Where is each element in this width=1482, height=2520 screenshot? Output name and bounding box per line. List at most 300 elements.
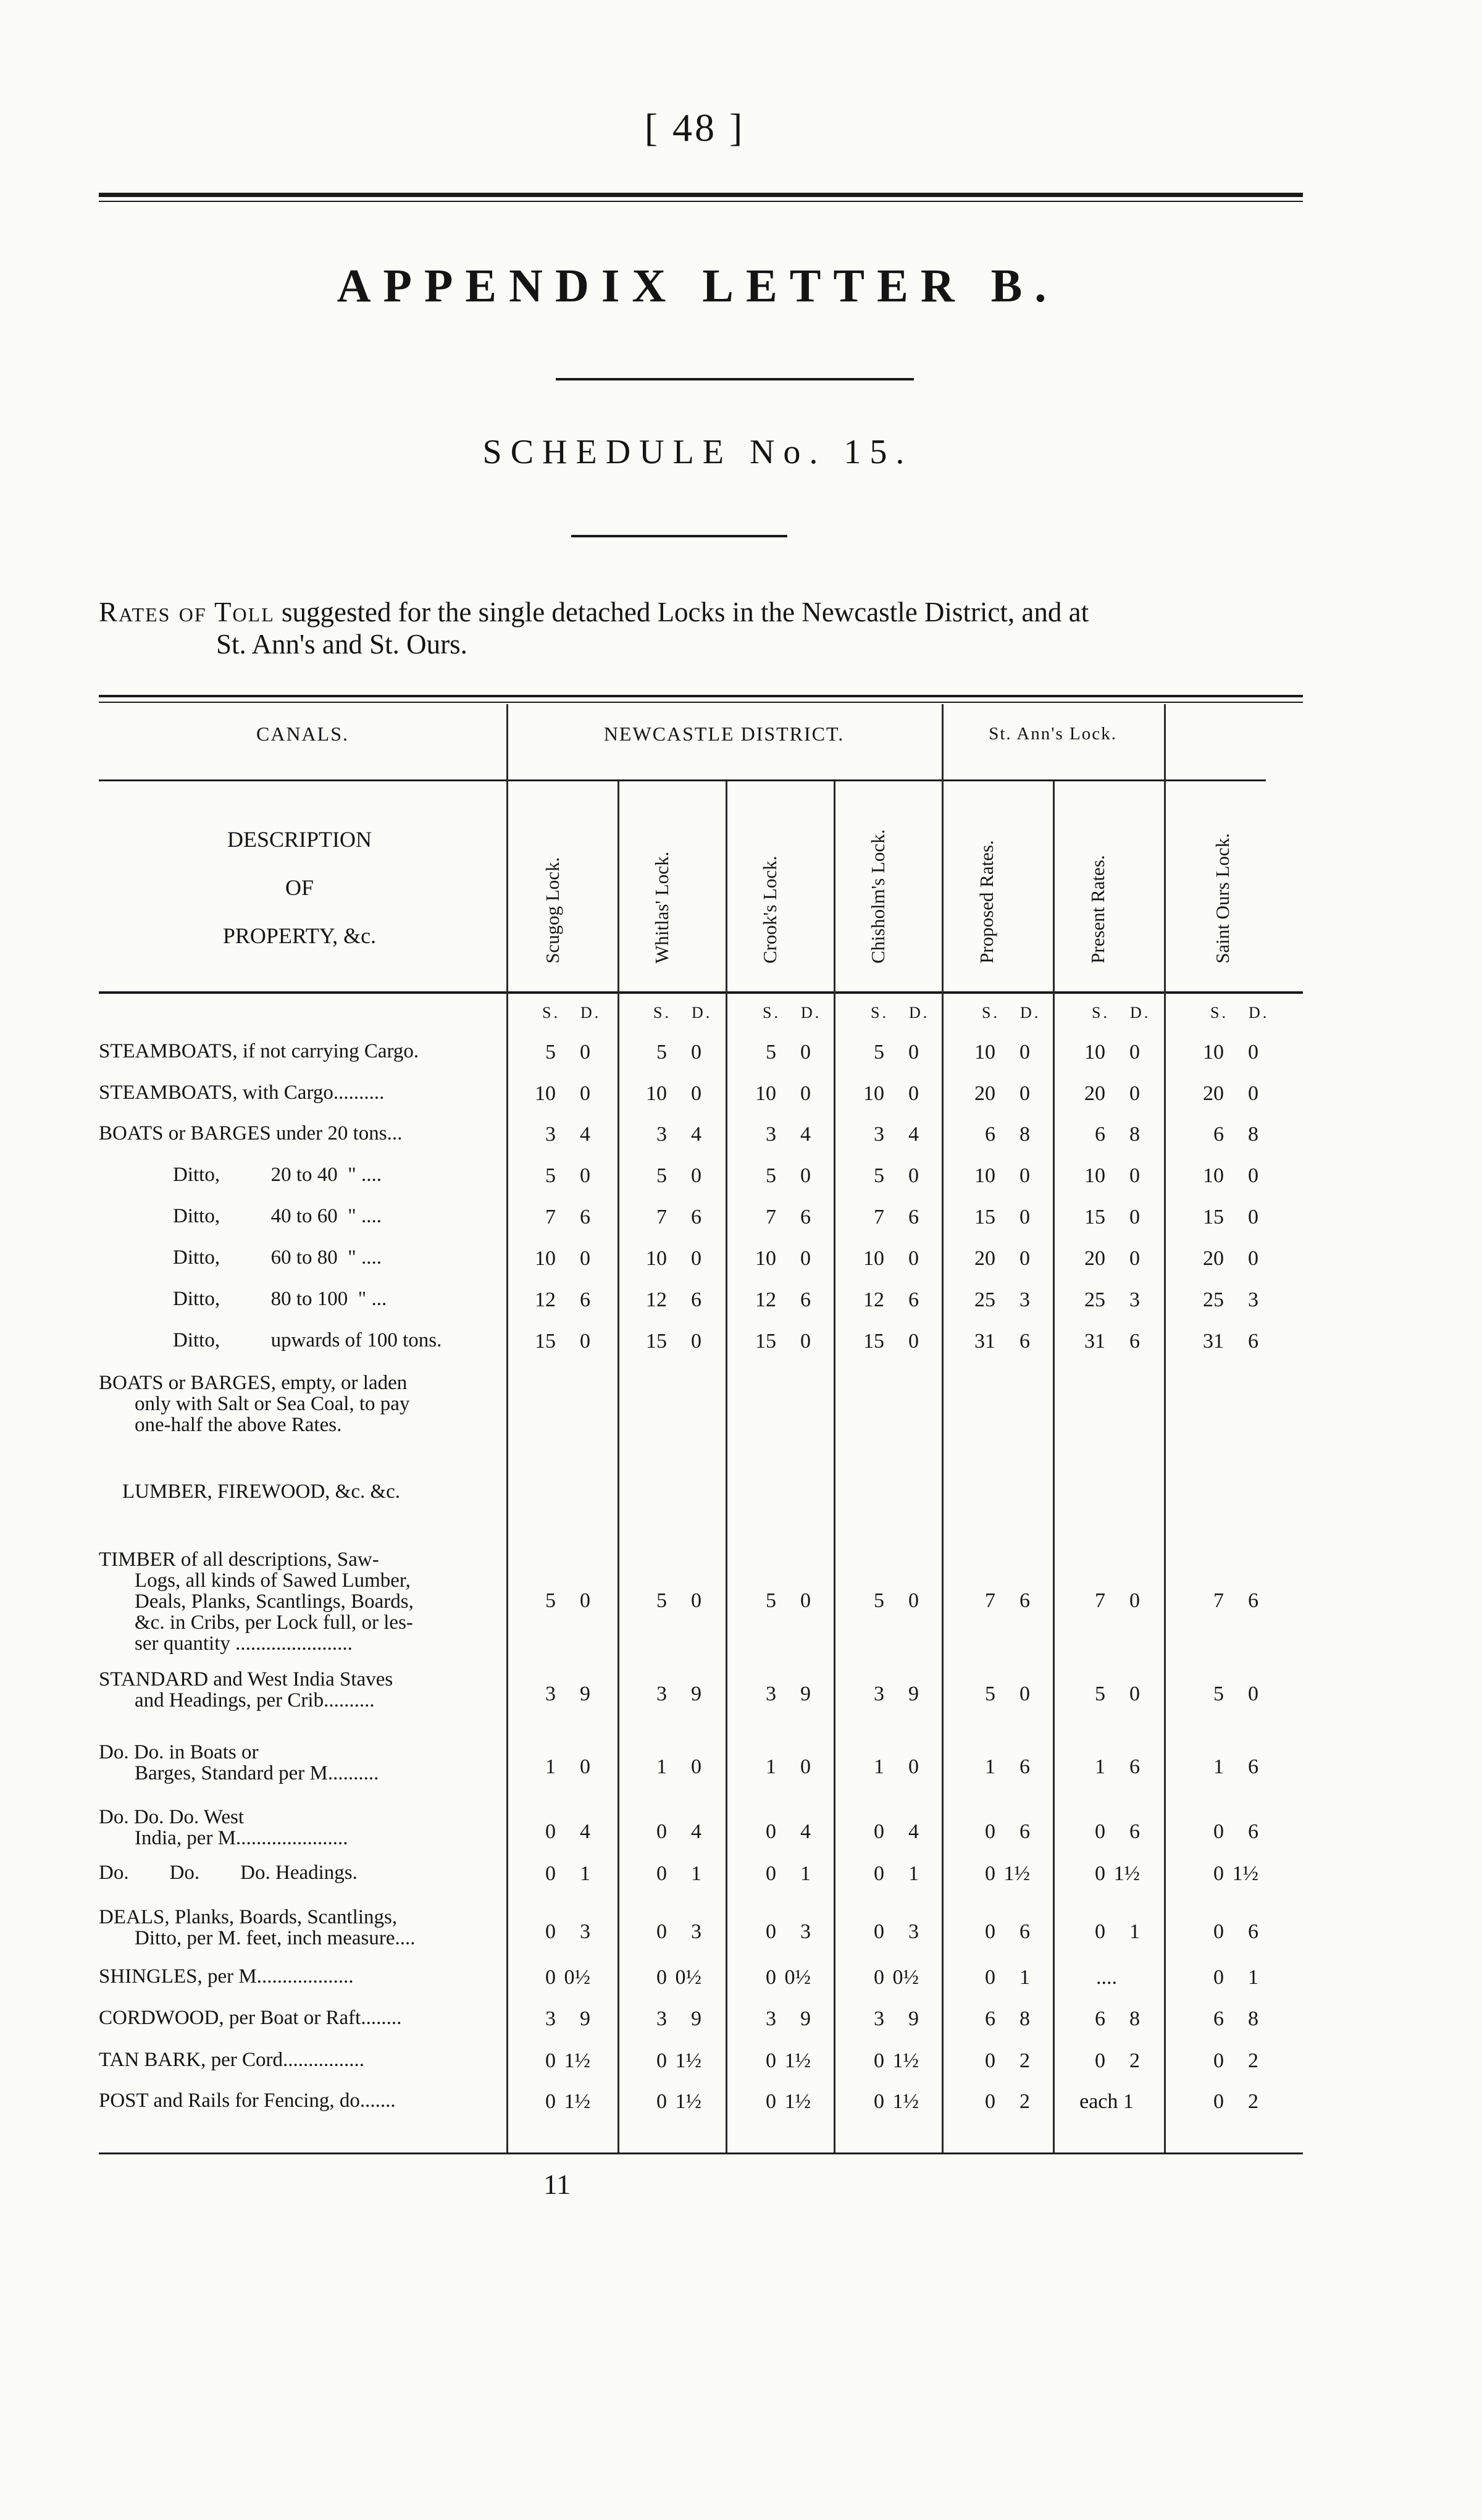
- rate-pence: 0: [1248, 1082, 1258, 1105]
- rate-pence: 6: [1019, 1820, 1030, 1843]
- rate-pence: 3: [1129, 1288, 1140, 1311]
- rate-shillings: 6: [985, 1123, 995, 1146]
- rate-cell: [635, 1589, 701, 1613]
- rate-cell: [635, 1082, 701, 1106]
- rate-shillings: 0: [766, 1920, 776, 1943]
- rate-shillings: 5: [874, 1041, 884, 1064]
- rate-cell: [963, 1206, 1030, 1229]
- schedule-title: SCHEDULE No. 15.: [482, 433, 913, 471]
- rate-shillings: 0: [1095, 2049, 1105, 2072]
- rate-shillings: 5: [874, 1164, 884, 1187]
- rate-pence: 0: [908, 1330, 919, 1353]
- rate-pence: 1½: [1113, 1862, 1140, 1885]
- rate-cell: [852, 2049, 919, 2073]
- rate-pence: 1: [1129, 1920, 1140, 1943]
- rate-cell: [524, 1247, 590, 1270]
- row-label-line: Barges, Standard per M..........: [135, 1762, 379, 1784]
- rate-shillings: 0: [1213, 2049, 1224, 2072]
- rate-pence: 3: [1248, 1288, 1258, 1311]
- rate-cell: [852, 2007, 919, 2031]
- description-header-line: PROPERTY, &c.: [222, 923, 377, 948]
- rate-cell: [524, 1755, 590, 1779]
- row-label: [99, 1372, 409, 1435]
- row-label: [99, 1807, 348, 1849]
- description-header-line: OF: [285, 875, 314, 900]
- rate-pence: 4: [580, 1123, 590, 1146]
- rate-cell: [1192, 1123, 1258, 1146]
- rate-cell: [744, 2049, 811, 2073]
- rate-pence: 6: [1248, 1820, 1258, 1843]
- rate-pence: 8: [1129, 1123, 1140, 1146]
- rate-shillings: 0: [985, 1862, 995, 1885]
- rate-shillings: 6: [1213, 2007, 1224, 2030]
- unit-shillings: S.: [1092, 1004, 1110, 1022]
- rate-shillings: 0: [656, 1820, 667, 1843]
- rate-pence: 0: [1248, 1164, 1258, 1187]
- rate-shillings: 0: [1213, 1862, 1224, 1885]
- rate-shillings: 3: [766, 2007, 776, 2030]
- rate-cell: [524, 1589, 590, 1613]
- rate-pence: 1: [1019, 1966, 1030, 1989]
- rate-shillings: 15: [863, 1330, 884, 1353]
- rate-pence: 3: [1019, 1288, 1030, 1311]
- rate-shillings: 3: [545, 1123, 556, 1146]
- row-label: [99, 1669, 393, 1711]
- rate-shillings: 0: [985, 1820, 995, 1843]
- rate-pence: 0: [691, 1041, 701, 1064]
- rate-shillings: 0: [1095, 1920, 1105, 1943]
- rate-cell: [1192, 1820, 1258, 1844]
- rate-pence: 0: [1248, 1206, 1258, 1228]
- rate-cell: [744, 1862, 811, 1886]
- rate-shillings: 0: [545, 1966, 556, 1989]
- rate-cell: [744, 1164, 811, 1188]
- rate-cell: [1073, 1206, 1140, 1229]
- rate-cell: [963, 1164, 1030, 1188]
- rate-pence: 0: [691, 1082, 701, 1105]
- rate-pence: 6: [691, 1288, 701, 1311]
- rate-shillings: 0: [874, 1862, 884, 1885]
- rate-cell: [852, 1247, 919, 1270]
- appendix-title: APPENDIX LETTER B.: [337, 260, 1059, 312]
- rate-pence: 2: [1248, 2049, 1258, 2072]
- rate-shillings: 0: [656, 1862, 667, 1885]
- top-rule-thin: [99, 201, 1303, 202]
- rate-pence: 8: [1248, 1123, 1258, 1146]
- rate-shillings: 3: [874, 1123, 884, 1146]
- rate-shillings: 7: [1213, 1589, 1224, 1612]
- rate-shillings: 20: [1203, 1082, 1224, 1105]
- rate-pence: 3: [580, 1920, 590, 1943]
- rate-pence: 9: [691, 2007, 701, 2030]
- rate-cell: [524, 1206, 590, 1229]
- rate-shillings: 0: [985, 2090, 995, 2113]
- rate-cell: [744, 1041, 811, 1064]
- rate-cell: [524, 1330, 590, 1353]
- rate-cell: [635, 1288, 701, 1312]
- rate-pence: 6: [1248, 1920, 1258, 1943]
- column-divider: [618, 781, 619, 2152]
- rate-shillings: 0: [1213, 1966, 1224, 1989]
- newcastle-district-header: NEWCASTLE DISTRICT.: [603, 723, 845, 745]
- row-label: Do. Do. Do. Headings.: [99, 1862, 358, 1884]
- rate-shillings: 0: [766, 1820, 776, 1843]
- rate-shillings: 10: [1203, 1164, 1224, 1187]
- header-rule: [99, 779, 1266, 781]
- column-divider: [506, 704, 508, 2152]
- col-crooks-lock: Crook's Lock.: [759, 855, 781, 964]
- row-label: [99, 1481, 400, 1502]
- rate-shillings: 10: [863, 1082, 884, 1105]
- rate-cell: [1192, 1330, 1258, 1353]
- rate-shillings: 0: [1095, 1820, 1105, 1843]
- rate-pence: 0: [800, 1589, 811, 1612]
- rate-pence: 0: [580, 1082, 590, 1105]
- rate-pence: 0: [908, 1247, 919, 1270]
- rate-shillings: 1: [874, 1755, 884, 1778]
- rate-pence: 0: [908, 1041, 919, 1064]
- rate-cell: [635, 1755, 701, 1779]
- rate-cell: [635, 1920, 701, 1944]
- rate-cell: [1073, 1288, 1140, 1312]
- rate-cell: [1192, 1082, 1258, 1106]
- rate-cell: [963, 1082, 1030, 1106]
- rate-pence: 0: [800, 1164, 811, 1187]
- rate-shillings: 5: [545, 1164, 556, 1187]
- rate-shillings: 0: [545, 1862, 556, 1885]
- rate-shillings: 25: [974, 1288, 995, 1311]
- row-label: Ditto, 60 to 80 " ....: [173, 1246, 382, 1269]
- rate-cell: [852, 1862, 919, 1886]
- rate-cell: [744, 1682, 811, 1706]
- rate-cell: [635, 2049, 701, 2073]
- rate-cell: [635, 1862, 701, 1886]
- rate-cell: [852, 1820, 919, 1844]
- rate-shillings: 3: [874, 2007, 884, 2030]
- rate-cell: [635, 1330, 701, 1353]
- rate-pence: 0: [800, 1082, 811, 1105]
- rate-shillings: 0: [985, 1966, 995, 1989]
- rate-cell: [1073, 1123, 1140, 1146]
- rate-pence: 1: [691, 1862, 701, 1885]
- row-label: Ditto, 80 to 100 " ...: [173, 1288, 387, 1310]
- row-label: Ditto, 20 to 40 " ....: [173, 1164, 382, 1186]
- rate-shillings: 15: [1084, 1206, 1105, 1228]
- rate-shillings: 10: [646, 1082, 667, 1105]
- rate-cell: [852, 1041, 919, 1064]
- rate-pence: 8: [1129, 2007, 1140, 2030]
- rate-shillings: 15: [974, 1206, 995, 1228]
- rate-cell: [1192, 1247, 1258, 1270]
- rate-shillings: 7: [874, 1206, 884, 1228]
- rate-pence: 0: [580, 1330, 590, 1353]
- rate-cell: [635, 1206, 701, 1229]
- rate-cell: [635, 2007, 701, 2031]
- rate-cell: [963, 1330, 1030, 1353]
- rate-cell: [524, 1682, 590, 1706]
- unit-pence: D.: [692, 1004, 713, 1022]
- rate-cell: [635, 1123, 701, 1146]
- rate-cell: [1073, 2007, 1140, 2031]
- rate-cell: [1073, 1862, 1140, 1886]
- rate-shillings: 3: [874, 1682, 884, 1705]
- rate-pence: 0: [1129, 1164, 1140, 1187]
- rate-pence: 1½: [892, 2049, 919, 2072]
- row-label: STEAMBOATS, if not carrying Cargo.: [99, 1040, 419, 1062]
- rate-cell: [1192, 2007, 1258, 2031]
- rate-shillings: 12: [863, 1288, 884, 1311]
- rate-shillings: 0: [874, 2090, 884, 2113]
- rate-pence: 6: [580, 1288, 590, 1311]
- description-header-line: DESCRIPTION: [227, 827, 372, 852]
- rate-shillings: 3: [656, 2007, 667, 2030]
- rate-pence: 6: [908, 1288, 919, 1311]
- rate-cell: [852, 1920, 919, 1944]
- row-label-line: BOATS or BARGES, empty, or laden: [99, 1372, 408, 1394]
- intro-lead: Rates of Toll: [99, 597, 275, 628]
- rate-shillings: 25: [1084, 1288, 1105, 1311]
- column-divider: [942, 704, 944, 2152]
- rate-shillings: 0: [545, 2090, 556, 2113]
- rate-shillings: 0: [766, 1966, 776, 1989]
- rate-shillings: 3: [545, 1682, 556, 1705]
- rate-cell: [852, 1164, 919, 1188]
- rate-pence: 6: [1019, 1920, 1030, 1943]
- rate-cell: [852, 1288, 919, 1312]
- rate-shillings: 7: [656, 1206, 667, 1228]
- rate-pence: 0: [580, 1247, 590, 1270]
- rate-shillings: 20: [1084, 1082, 1105, 1105]
- rate-shillings: 5: [766, 1589, 776, 1612]
- rate-pence: 0: [580, 1589, 590, 1612]
- top-rule-thick: [99, 193, 1303, 197]
- rate-pence: 0: [691, 1589, 701, 1612]
- rate-shillings: 5: [656, 1164, 667, 1187]
- rate-cell: [1073, 2090, 1174, 2114]
- rate-shillings: 15: [1203, 1206, 1224, 1228]
- rate-shillings: 1: [985, 1755, 995, 1778]
- row-label: STEAMBOATS, with Cargo..........: [99, 1082, 385, 1104]
- rate-cell: [1192, 1862, 1258, 1886]
- rate-shillings: 5: [1213, 1682, 1224, 1705]
- rate-shillings: 6: [1095, 1123, 1105, 1146]
- rate-shillings: 7: [985, 1589, 995, 1612]
- rate-shillings: 12: [535, 1288, 556, 1311]
- rate-pence: 1½: [675, 2049, 701, 2072]
- column-divider: [1164, 704, 1166, 2152]
- row-label: [99, 1549, 414, 1654]
- rate-shillings: 0: [766, 2090, 776, 2113]
- unit-pence: D.: [1130, 1004, 1151, 1022]
- rate-shillings: 5: [766, 1164, 776, 1187]
- unit-shillings: S.: [763, 1004, 781, 1022]
- rate-shillings: 0: [985, 1920, 995, 1943]
- rate-pence: 9: [691, 1682, 701, 1705]
- rate-pence: 1: [908, 1862, 919, 1885]
- rate-cell: [1192, 1589, 1258, 1613]
- rate-pence: 0: [1129, 1082, 1140, 1105]
- rate-pence: 1½: [675, 2090, 701, 2113]
- row-label-line: Ditto, per M. feet, inch measure....: [135, 1927, 416, 1949]
- rate-cell: [524, 2049, 590, 2073]
- rate-cell: [744, 1589, 811, 1613]
- rate-cell: [744, 2007, 811, 2031]
- rate-pence: 6: [1019, 1330, 1030, 1353]
- rate-cell: [744, 1820, 811, 1844]
- rate-pence: 0: [1019, 1164, 1030, 1187]
- rate-shillings: 20: [1203, 1247, 1224, 1270]
- rate-pence: 2: [1019, 2090, 1030, 2113]
- rate-pence: 6: [1019, 1589, 1030, 1612]
- rate-pence: 0½: [675, 1966, 701, 1989]
- rate-shillings: 0: [874, 1966, 884, 1989]
- rate-pence: 0: [908, 1589, 919, 1612]
- rate-pence: 0: [691, 1164, 701, 1187]
- rate-pence: 1½: [1232, 1862, 1258, 1885]
- rate-shillings: 10: [974, 1164, 995, 1187]
- schedule-divider: [571, 535, 787, 537]
- rate-shillings: 10: [1084, 1164, 1105, 1187]
- rate-shillings: 10: [1203, 1041, 1224, 1064]
- rate-cell: [635, 1164, 701, 1188]
- rate-pence: 0: [1248, 1682, 1258, 1705]
- header-bottom-rule: [99, 991, 1303, 994]
- rate-cell: [635, 1682, 701, 1706]
- rate-pence: 0: [580, 1041, 590, 1064]
- footer-mark: 11: [543, 2169, 571, 2200]
- rate-pence: 6: [580, 1206, 590, 1228]
- rate-pence: 0: [1129, 1206, 1140, 1228]
- description-header: [99, 815, 500, 960]
- rate-cell: [524, 1966, 590, 1989]
- rate-shillings: 0: [874, 1920, 884, 1943]
- rate-shillings: 0: [1213, 1920, 1224, 1943]
- rate-shillings: 0: [656, 2090, 667, 2113]
- rate-cell: [1073, 1589, 1140, 1613]
- rate-cell: [1073, 1247, 1140, 1270]
- rate-cell: [1073, 1164, 1140, 1188]
- rate-pence: 6: [1129, 1330, 1140, 1353]
- rate-shillings: 15: [646, 1330, 667, 1353]
- unit-shillings: S.: [1210, 1004, 1228, 1022]
- rate-shillings: 25: [1203, 1288, 1224, 1311]
- rate-pence: 6: [908, 1206, 919, 1228]
- rate-pence: 0: [1019, 1041, 1030, 1064]
- rate-shillings: 6: [1213, 1123, 1224, 1146]
- rate-shillings: 10: [535, 1082, 556, 1105]
- rate-cell: [963, 1589, 1030, 1613]
- rate-cell: [744, 1288, 811, 1312]
- rate-shillings: 6: [1095, 2007, 1105, 2030]
- st-ann-lock-header: St. Ann's Lock.: [989, 724, 1117, 744]
- rate-pence: 4: [691, 1123, 701, 1146]
- row-label-line: one-half the above Rates.: [135, 1414, 342, 1436]
- rate-cell: [963, 1682, 1030, 1706]
- rate-pence: 9: [800, 1682, 811, 1705]
- rate-pence: 6: [1248, 1330, 1258, 1353]
- canals-header: CANALS.: [256, 723, 349, 745]
- rate-shillings: 10: [974, 1041, 995, 1064]
- rate-cell: [963, 2007, 1030, 2031]
- rate-shillings: 5: [874, 1589, 884, 1612]
- row-label: Ditto, 40 to 60 " ....: [173, 1205, 382, 1227]
- rate-shillings: 5: [656, 1589, 667, 1612]
- rate-shillings: 0: [874, 1820, 884, 1843]
- rate-cell: [524, 1920, 590, 1944]
- rate-shillings: 7: [1095, 1589, 1105, 1612]
- rate-cell: [963, 1862, 1030, 1886]
- row-label: Ditto, upwards of 100 tons.: [173, 1329, 442, 1351]
- row-label: CORDWOOD, per Boat or Raft........: [99, 2007, 402, 2029]
- col-present-rates: Present Rates.: [1087, 855, 1108, 964]
- rate-shillings: 0: [545, 2049, 556, 2072]
- rate-cell: [635, 1041, 701, 1064]
- row-label-line: &c. in Cribs, per Lock full, or les-: [135, 1611, 413, 1634]
- rate-pence: 4: [580, 1820, 590, 1843]
- unit-pence: D.: [801, 1004, 822, 1022]
- rate-cell: [1073, 1082, 1140, 1106]
- column-divider: [1053, 781, 1055, 2152]
- column-divider: [834, 781, 835, 2152]
- rate-shillings: 3: [656, 1682, 667, 1705]
- rate-pence: 0: [1129, 1589, 1140, 1612]
- rate-shillings: 5: [766, 1041, 776, 1064]
- rate-shillings: 5: [545, 1041, 556, 1064]
- page-number: [ 48 ]: [644, 106, 745, 149]
- rate-pence: 8: [1019, 2007, 1030, 2030]
- rate-pence: 0: [800, 1330, 811, 1353]
- rate-cell: [963, 1041, 1030, 1064]
- rate-pence: 1½: [1003, 1862, 1030, 1885]
- rate-cell: [963, 2049, 1030, 2073]
- rate-pence: 4: [908, 1820, 919, 1843]
- rate-pence: 2: [1248, 2090, 1258, 2113]
- rate-shillings: 0: [1095, 1862, 1105, 1885]
- rate-shillings: 0: [545, 1920, 556, 1943]
- rate-pence: 0: [908, 1164, 919, 1187]
- rate-shillings: 10: [535, 1247, 556, 1270]
- rate-shillings: 5: [545, 1589, 556, 1612]
- rate-pence: 0: [1129, 1041, 1140, 1064]
- table-top-rule-thin: [99, 702, 1303, 703]
- col-proposed-rates: Proposed Rates.: [976, 840, 997, 964]
- rate-cell: [744, 1966, 811, 1989]
- rate-shillings: 0: [656, 1966, 667, 1989]
- rate-pence: 4: [800, 1123, 811, 1146]
- rate-pence: 0: [800, 1041, 811, 1064]
- rate-shillings: 5: [1095, 1682, 1105, 1705]
- rate-pence: 3: [800, 1920, 811, 1943]
- rate-pence: 1½: [564, 2090, 590, 2113]
- unit-shillings: S.: [653, 1004, 671, 1022]
- rate-shillings: 3: [766, 1682, 776, 1705]
- rate-shillings: 10: [755, 1247, 776, 1270]
- rate-cell: [524, 2090, 590, 2114]
- rate-shillings: 20: [1084, 1247, 1105, 1270]
- rate-shillings: 5: [656, 1041, 667, 1064]
- rate-cell: [963, 1755, 1030, 1779]
- unit-pence: D.: [909, 1004, 930, 1022]
- rate-pence: 1½: [564, 2049, 590, 2072]
- rate-cell: [524, 1164, 590, 1188]
- rate-cell: [963, 1966, 1030, 1989]
- rate-pence: 0: [1248, 1247, 1258, 1270]
- rate-pence: 1: [1248, 1966, 1258, 1989]
- rate-pence: 8: [1019, 1123, 1030, 1146]
- rate-cell: [1073, 2049, 1140, 2073]
- rate-shillings: 3: [766, 1123, 776, 1146]
- rate-pence: 6: [1129, 1820, 1140, 1843]
